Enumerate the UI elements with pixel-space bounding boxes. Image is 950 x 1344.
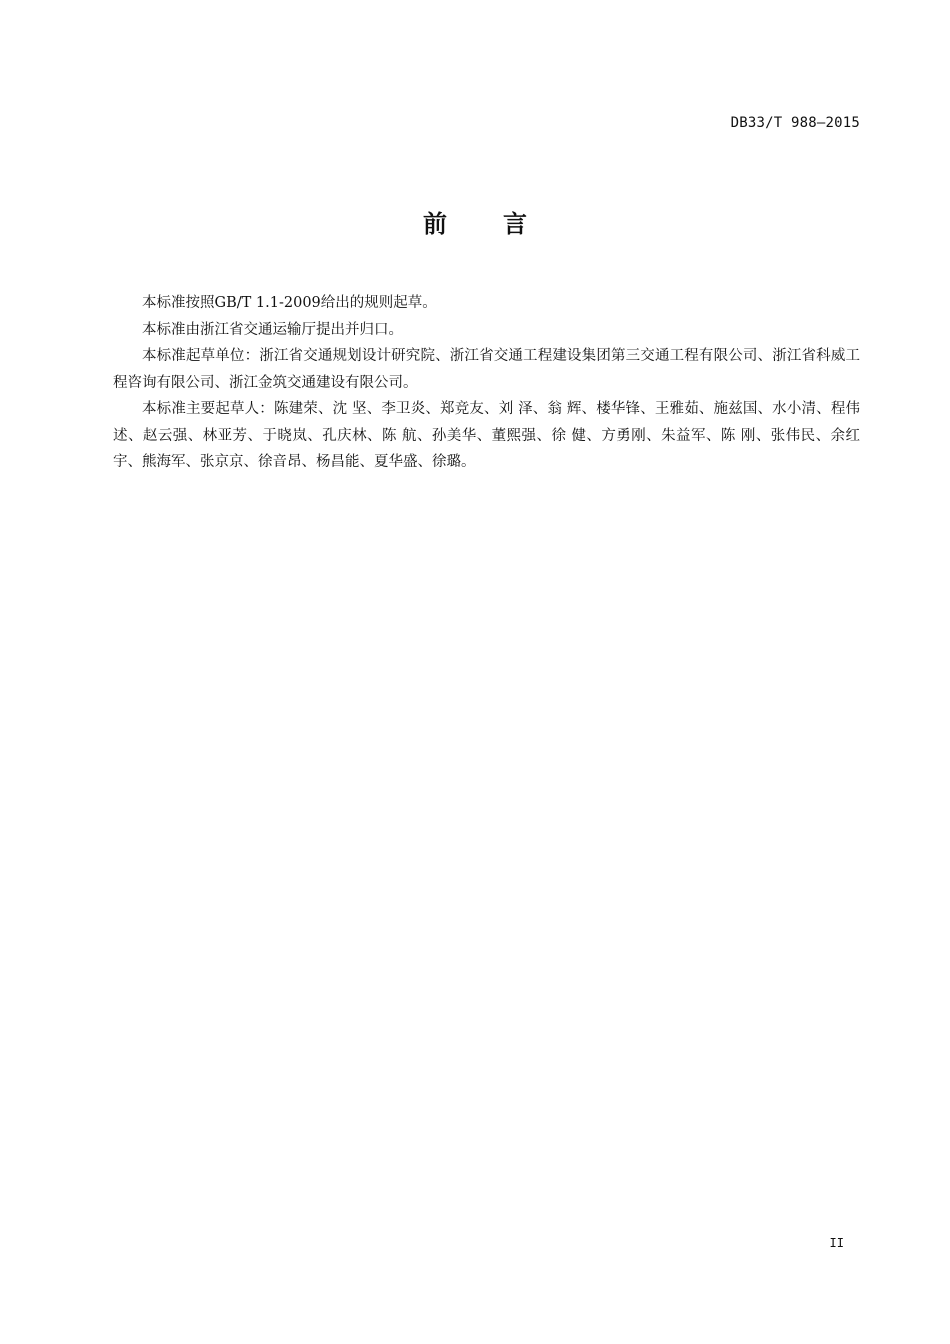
paragraph-drafters: 本标准主要起草人：陈建荣、沈 坚、李卫炎、郑竞友、刘 泽、翁 辉、楼华锋、王雅茹、施兹国、水小清、程伟述、赵云强、林亚芳、于晓岚、孔庆林、陈 航、孙美华、董熙强、徐 健、方勇刚、朱益军、陈 刚、张伟民、余红宇、熊海军、张京京、徐音昂、杨昌能、夏华盛、徐璐。 <box>113 401 860 470</box>
title-char-1: 前 <box>423 210 447 238</box>
document-code: DB33/T 988—2015 <box>730 115 860 131</box>
page-title <box>0 204 950 239</box>
page-number: II <box>829 1236 844 1250</box>
foreword-body <box>113 290 860 476</box>
paragraph-drafting-units: 本标准起草单位：浙江省交通规划设计研究院、浙江省交通工程建设集团第三交通工程有限公司、浙江省科威工程咨询有限公司、浙江金筑交通建设有限公司。 <box>113 348 860 391</box>
paragraph-proposer: 本标准由浙江省交通运输厅提出并归口。 <box>142 321 403 338</box>
title-char-2: 言 <box>503 210 527 238</box>
paragraph-drafting-rules: 本标准按照GB/T 1.1-2009给出的规则起草。 <box>142 295 437 311</box>
